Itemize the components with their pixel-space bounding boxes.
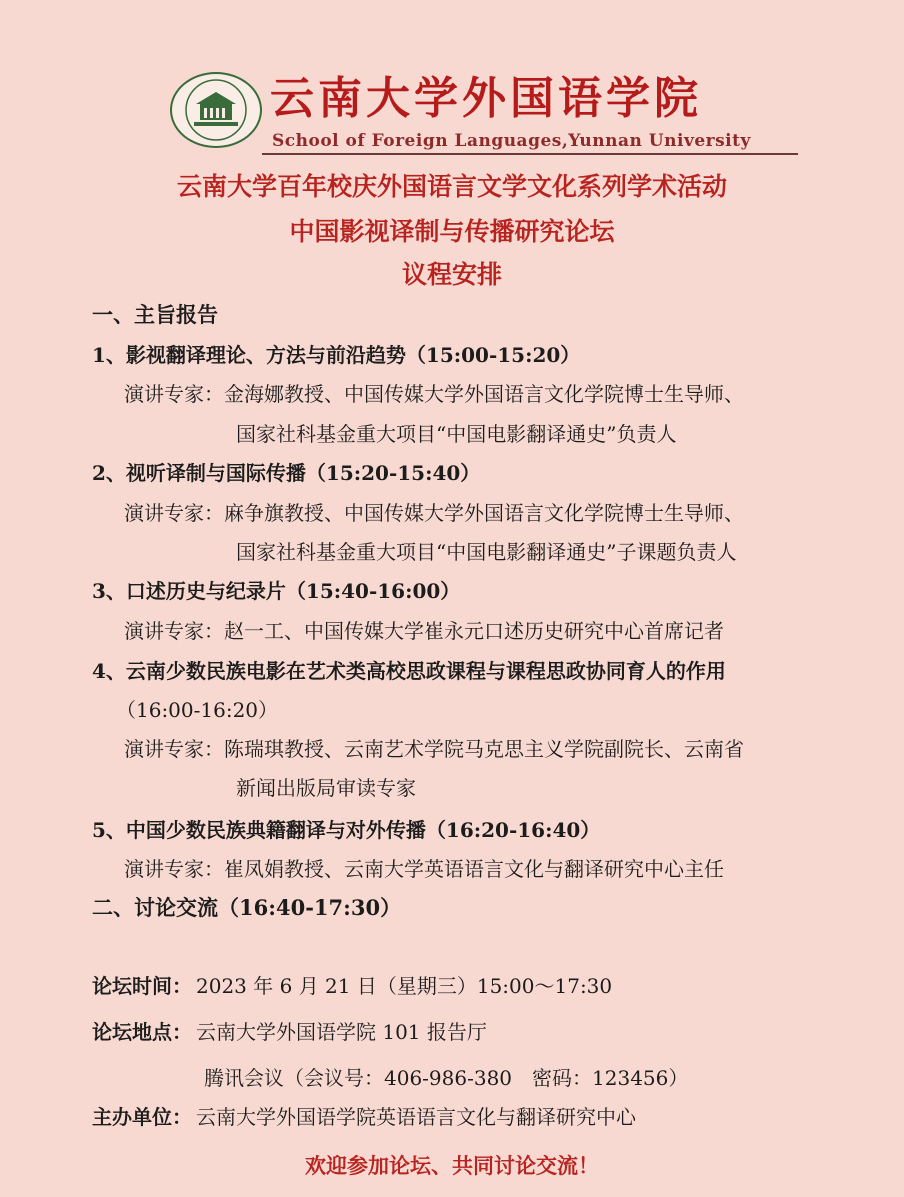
time-label: 论坛时间：	[92, 974, 192, 998]
talk-title: 2、视听译制与国际传播（15:20-15:40）	[92, 461, 481, 485]
section-heading-discussion: 二、讨论交流（16:40-17:30）	[92, 895, 402, 920]
talk-time: （16:00-16:20）	[116, 698, 279, 722]
host-label: 主办单位：	[92, 1105, 192, 1129]
talk-speaker-cont: 国家社科基金重大项目“中国电影翻译通史”负责人	[236, 422, 677, 446]
talk-title: 1、影视翻译理论、方法与前沿趋势（15:00-15:20）	[92, 343, 581, 367]
talk-speaker: 演讲专家：麻争旗教授、中国传媒大学外国语言文化学院博士生导师、	[124, 501, 744, 525]
forum-title: 中国影视译制与传播研究论坛	[289, 217, 615, 246]
place-value: 云南大学外国语学院 101 报告厅	[196, 1020, 487, 1044]
event-series-title: 云南大学百年校庆外国语言文学文化系列学术活动	[176, 172, 727, 201]
talk-speaker: 演讲专家：陈瑞琪教授、云南艺术学院马克思主义学院副院长、云南省	[124, 737, 744, 761]
talk-speaker: 演讲专家：赵一工、中国传媒大学崔永元口述历史研究中心首席记者	[124, 619, 724, 643]
university-seal-icon	[170, 72, 262, 148]
talk-speaker: 演讲专家：金海娜教授、中国传媒大学外国语言文化学院博士生导师、	[124, 382, 744, 406]
school-header	[0, 70, 904, 160]
talk-speaker-cont: 国家社科基金重大项目“中国电影翻译通史”子课题负责人	[236, 540, 737, 564]
talk-title: 3、口述历史与纪录片（15:40-16:00）	[92, 579, 461, 603]
host-value: 云南大学外国语学院英语语言文化与翻译研究中心	[196, 1105, 636, 1129]
logo-english-name: School of Foreign Languages,Yunnan University	[272, 131, 751, 151]
online-meeting-info: 腾讯会议（会议号：406-986-380 密码：123456）	[204, 1066, 689, 1090]
talk-title: 5、中国少数民族典籍翻译与对外传播（16:20-16:40）	[92, 818, 601, 842]
closing-invitation: 欢迎参加论坛、共同讨论交流！	[305, 1153, 599, 1178]
header-divider	[262, 153, 798, 155]
time-value: 2023 年 6 月 21 日（星期三）15:00～17:30	[196, 974, 613, 998]
logo-chinese-name: 云南大学外国语学院	[270, 73, 702, 124]
agenda-title: 议程安排	[401, 260, 502, 289]
talk-speaker: 演讲专家：崔凤娟教授、云南大学英语语言文化与翻译研究中心主任	[124, 857, 724, 881]
talk-title: 4、云南少数民族电影在艺术类高校思政课程与课程思政协同育人的作用	[92, 659, 726, 683]
place-label: 论坛地点：	[92, 1020, 192, 1044]
section-heading-keynotes: 一、主旨报告	[92, 302, 218, 327]
talk-speaker-cont: 新闻出版局审读专家	[236, 776, 416, 800]
